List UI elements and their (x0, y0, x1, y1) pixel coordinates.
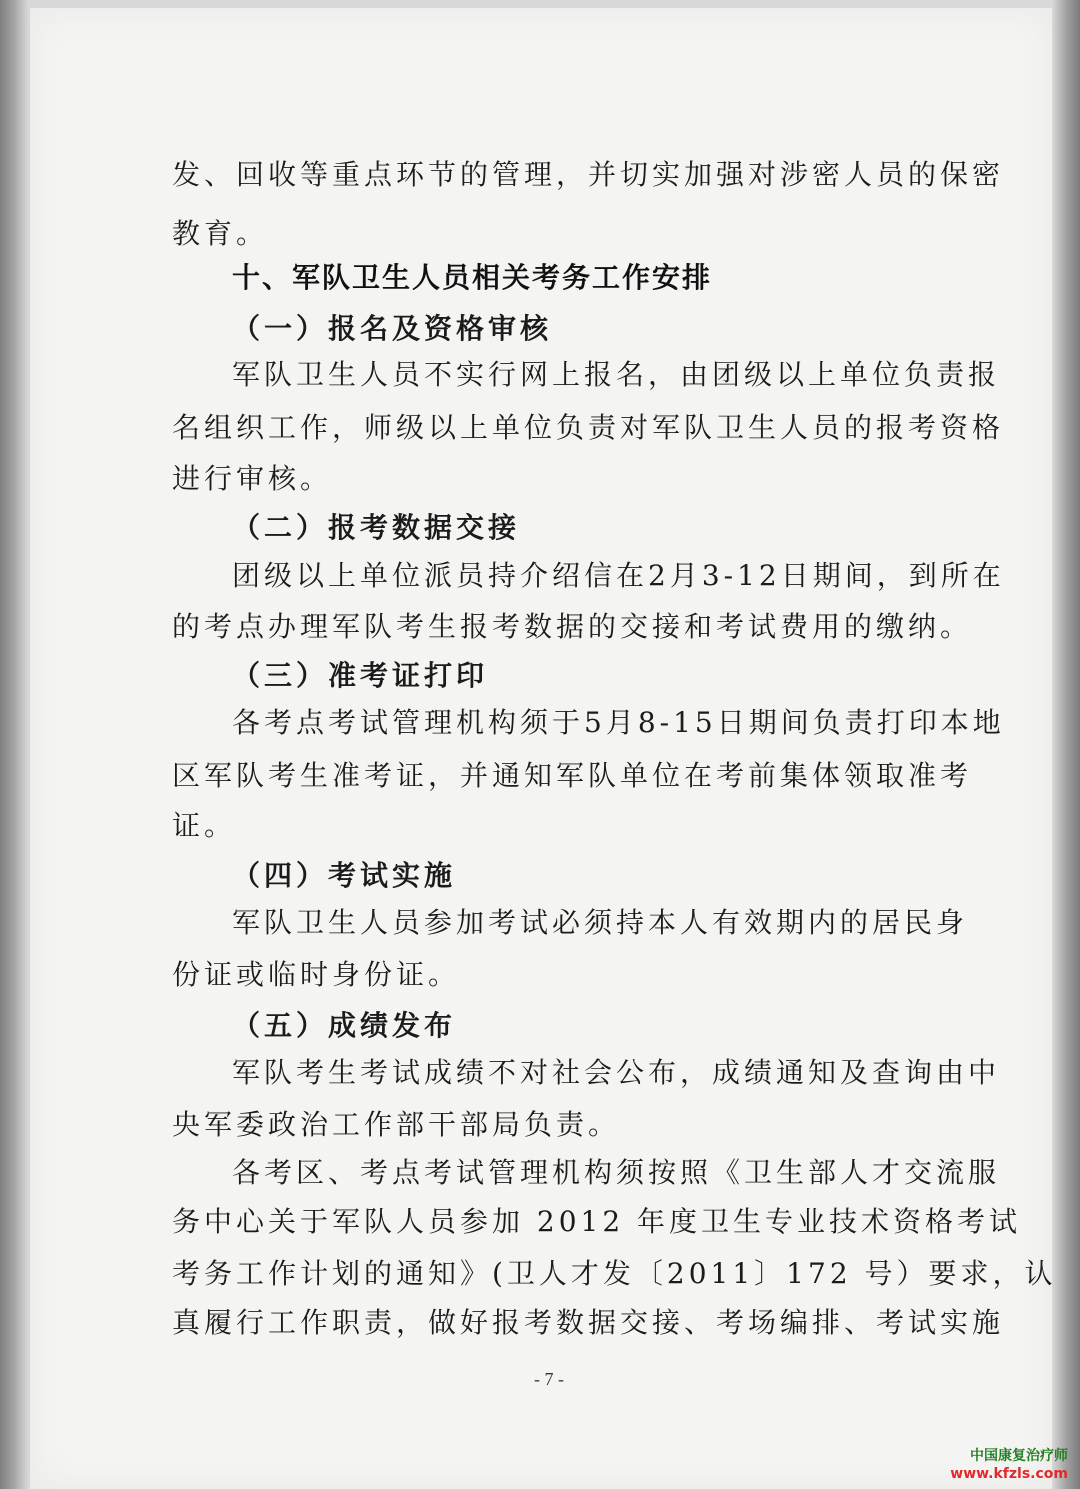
page-number: - 7 - (534, 1369, 564, 1389)
subheading: （一）报名及资格审核 (232, 312, 553, 345)
body-line: 央军委政治工作部干部局负责。 (172, 1108, 621, 1141)
body-line: 教育。 (172, 217, 269, 250)
body-line: 军队卫生人员参加考试必须持本人有效期内的居民身 (232, 906, 969, 939)
body-line: 证。 (172, 809, 237, 842)
body-line: 各考区、考点考试管理机构须按照《卫生部人才交流服 (232, 1156, 1001, 1189)
body-line: 军队卫生人员不实行网上报名，由团级以上单位负责报 (232, 358, 1001, 391)
body-line: 考务工作计划的通知》(卫人才发〔2011〕172 号）要求，认 (172, 1257, 1057, 1290)
body-line: 名组织工作，师级以上单位负责对军队卫生人员的报考资格 (172, 411, 1005, 444)
body-line: 发、回收等重点环节的管理，并切实加强对涉密人员的保密 (172, 158, 1005, 191)
site-watermark (950, 1447, 1068, 1483)
subheading: （二）报考数据交接 (232, 511, 521, 544)
body-line: 份证或临时身份证。 (172, 958, 461, 991)
watermark-url: www.kfzls.com (950, 1466, 1068, 1482)
body-line: 军队考生考试成绩不对社会公布，成绩通知及查询由中 (232, 1056, 1001, 1089)
body-line: 进行审核。 (172, 462, 333, 495)
body-line: 真履行工作职责，做好报考数据交接、考场编排、考试实施 (172, 1306, 1005, 1339)
body-line: 各考点考试管理机构须于5月8-15日期间负责打印本地 (232, 706, 1005, 739)
body-line: 的考点办理军队考生报考数据的交接和考试费用的缴纳。 (172, 610, 973, 643)
subheading: （四）考试实施 (232, 859, 457, 892)
subheading: （三）准考证打印 (232, 659, 489, 692)
body-line: 区军队考生准考证，并通知军队单位在考前集体领取准考 (172, 759, 973, 792)
body-line: 务中心关于军队人员参加 2012 年度卫生专业技术资格考试 (172, 1205, 1022, 1238)
subheading: （五）成绩发布 (232, 1009, 457, 1042)
body-line: 团级以上单位派员持介绍信在2月3-12日期间，到所在 (232, 559, 1005, 592)
section-heading: 十、军队卫生人员相关考务工作安排 (232, 261, 713, 294)
watermark-title: 中国康复治疗师 (970, 1448, 1068, 1464)
